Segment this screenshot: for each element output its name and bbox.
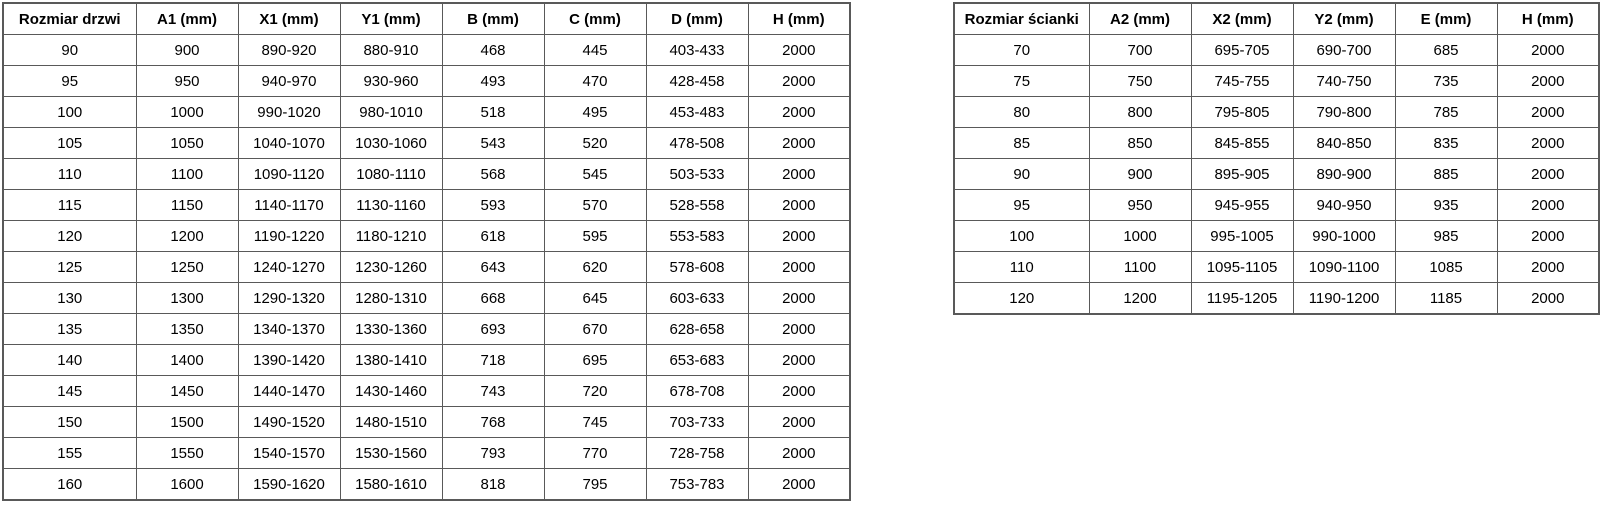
table-cell: 753-783 [646,469,748,501]
table-cell: 1195-1205 [1191,283,1293,315]
table-cell: 695-705 [1191,35,1293,66]
table-cell: 130 [3,283,136,314]
table-cell: 1580-1610 [340,469,442,501]
table-cell: 668 [442,283,544,314]
table-row [954,159,1599,190]
table-cell: 1180-1210 [340,221,442,252]
table-cell: 795-805 [1191,97,1293,128]
table-cell: 90 [3,35,136,66]
table-cell: 518 [442,97,544,128]
table-cell: 2000 [748,438,850,469]
table-cell: 1130-1160 [340,190,442,221]
table-row [3,345,850,376]
header-row [3,3,850,35]
column-header: A2 (mm) [1089,3,1191,35]
table-cell: 770 [544,438,646,469]
table-cell: 728-758 [646,438,748,469]
table-cell: 2000 [748,159,850,190]
table-cell: 685 [1395,35,1497,66]
column-header: X2 (mm) [1191,3,1293,35]
table-cell: 835 [1395,128,1497,159]
table-cell: 703-733 [646,407,748,438]
table-cell: 840-850 [1293,128,1395,159]
table-cell: 1590-1620 [238,469,340,501]
table-cell: 503-533 [646,159,748,190]
table-cell: 628-658 [646,314,748,345]
wall-table-body [954,35,1599,315]
table-cell: 520 [544,128,646,159]
column-header: H (mm) [1497,3,1599,35]
table-cell: 1530-1560 [340,438,442,469]
table-cell: 930-960 [340,66,442,97]
table-cell: 2000 [1497,221,1599,252]
column-header: Rozmiar ścianki [954,3,1089,35]
table-cell: 2000 [1497,190,1599,221]
column-header: C (mm) [544,3,646,35]
table-cell: 478-508 [646,128,748,159]
table-cell: 645 [544,283,646,314]
table-cell: 2000 [748,283,850,314]
table-row [3,128,850,159]
table-cell: 980-1010 [340,97,442,128]
table-cell: 800 [1089,97,1191,128]
table-cell: 890-920 [238,35,340,66]
table-cell: 718 [442,345,544,376]
table-cell: 70 [954,35,1089,66]
table-cell: 795 [544,469,646,501]
table-cell: 743 [442,376,544,407]
table-cell: 1550 [136,438,238,469]
table-cell: 768 [442,407,544,438]
door-table-header-row [3,3,850,35]
wall-table-header-row [954,3,1599,35]
table-cell: 2000 [748,252,850,283]
table-cell: 1095-1105 [1191,252,1293,283]
table-row [3,35,850,66]
column-header: B (mm) [442,3,544,35]
table-cell: 2000 [748,221,850,252]
table-cell: 1230-1260 [340,252,442,283]
table-row [954,221,1599,252]
table-cell: 2000 [748,314,850,345]
table-cell: 1050 [136,128,238,159]
table-row [954,252,1599,283]
table-cell: 2000 [1497,252,1599,283]
table-cell: 100 [3,97,136,128]
table-row [3,221,850,252]
table-cell: 493 [442,66,544,97]
table-row [954,97,1599,128]
door-size-table [2,2,851,501]
table-row [3,190,850,221]
table-cell: 670 [544,314,646,345]
table-cell: 1480-1510 [340,407,442,438]
table-cell: 2000 [748,128,850,159]
table-row [3,159,850,190]
table-cell: 1500 [136,407,238,438]
table-cell: 115 [3,190,136,221]
table-cell: 1085 [1395,252,1497,283]
table-cell: 135 [3,314,136,345]
table-cell: 1400 [136,345,238,376]
table-cell: 543 [442,128,544,159]
table-cell: 603-633 [646,283,748,314]
column-header: X1 (mm) [238,3,340,35]
table-cell: 1240-1270 [238,252,340,283]
table-cell: 105 [3,128,136,159]
table-cell: 1030-1060 [340,128,442,159]
column-header: Y1 (mm) [340,3,442,35]
column-header: H (mm) [748,3,850,35]
table-cell: 2000 [1497,283,1599,315]
table-cell: 568 [442,159,544,190]
table-cell: 618 [442,221,544,252]
table-cell: 595 [544,221,646,252]
table-row [954,283,1599,315]
table-cell: 528-558 [646,190,748,221]
table-cell: 1090-1100 [1293,252,1395,283]
table-cell: 2000 [748,376,850,407]
table-cell: 1185 [1395,283,1497,315]
table-cell: 1100 [136,159,238,190]
table-cell: 740-750 [1293,66,1395,97]
table-cell: 620 [544,252,646,283]
table-cell: 470 [544,66,646,97]
column-header: E (mm) [1395,3,1497,35]
table-cell: 1540-1570 [238,438,340,469]
table-cell: 1190-1220 [238,221,340,252]
table-cell: 695 [544,345,646,376]
table-cell: 2000 [748,469,850,501]
table-row [954,128,1599,159]
table-cell: 95 [3,66,136,97]
table-row [3,438,850,469]
table-cell: 945-955 [1191,190,1293,221]
table-cell: 2000 [1497,97,1599,128]
table-cell: 1000 [1089,221,1191,252]
table-cell: 85 [954,128,1089,159]
table-cell: 453-483 [646,97,748,128]
column-header: Rozmiar drzwi [3,3,136,35]
table-cell: 2000 [1497,128,1599,159]
table-cell: 1440-1470 [238,376,340,407]
table-cell: 1040-1070 [238,128,340,159]
table-row [954,35,1599,66]
table-cell: 145 [3,376,136,407]
table-cell: 1100 [1089,252,1191,283]
table-cell: 553-583 [646,221,748,252]
table-row [3,283,850,314]
table-cell: 155 [3,438,136,469]
table-cell: 2000 [748,35,850,66]
table-cell: 1430-1460 [340,376,442,407]
table-cell: 120 [954,283,1089,315]
table-cell: 1250 [136,252,238,283]
table-cell: 750 [1089,66,1191,97]
table-row [3,407,850,438]
table-cell: 2000 [1497,66,1599,97]
table-cell: 140 [3,345,136,376]
table-cell: 850 [1089,128,1191,159]
table-cell: 2000 [748,345,850,376]
table-cell: 1080-1110 [340,159,442,190]
table-cell: 2000 [748,407,850,438]
table-cell: 1600 [136,469,238,501]
table-cell: 693 [442,314,544,345]
table-cell: 950 [136,66,238,97]
table-cell: 950 [1089,190,1191,221]
table-cell: 785 [1395,97,1497,128]
table-cell: 570 [544,190,646,221]
table-cell: 428-458 [646,66,748,97]
table-cell: 745-755 [1191,66,1293,97]
table-cell: 790-800 [1293,97,1395,128]
table-row [3,469,850,501]
table-cell: 690-700 [1293,35,1395,66]
table-cell: 2000 [748,97,850,128]
table-cell: 793 [442,438,544,469]
table-cell: 545 [544,159,646,190]
table-cell: 150 [3,407,136,438]
table-cell: 468 [442,35,544,66]
table-cell: 643 [442,252,544,283]
table-cell: 1280-1310 [340,283,442,314]
table-cell: 1380-1410 [340,345,442,376]
table-cell: 1200 [136,221,238,252]
table-row [3,97,850,128]
table-cell: 1090-1120 [238,159,340,190]
table-cell: 890-900 [1293,159,1395,190]
table-cell: 495 [544,97,646,128]
table-cell: 2000 [1497,159,1599,190]
table-cell: 110 [3,159,136,190]
column-header: D (mm) [646,3,748,35]
table-cell: 593 [442,190,544,221]
table-cell: 1350 [136,314,238,345]
table-cell: 1450 [136,376,238,407]
table-cell: 990-1000 [1293,221,1395,252]
table-row [3,376,850,407]
table-cell: 678-708 [646,376,748,407]
table-cell: 403-433 [646,35,748,66]
table-cell: 818 [442,469,544,501]
table-cell: 985 [1395,221,1497,252]
table-cell: 1000 [136,97,238,128]
table-cell: 75 [954,66,1089,97]
column-header: Y2 (mm) [1293,3,1395,35]
table-cell: 1140-1170 [238,190,340,221]
door-table-body [3,35,850,501]
table-cell: 2000 [1497,35,1599,66]
table-cell: 735 [1395,66,1497,97]
table-cell: 720 [544,376,646,407]
table-cell: 653-683 [646,345,748,376]
column-header: A1 (mm) [136,3,238,35]
table-cell: 445 [544,35,646,66]
table-cell: 900 [136,35,238,66]
wall-size-table [953,2,1600,315]
table-row [954,66,1599,97]
table-cell: 1200 [1089,283,1191,315]
table-row [3,252,850,283]
table-cell: 880-910 [340,35,442,66]
table-cell: 895-905 [1191,159,1293,190]
table-cell: 990-1020 [238,97,340,128]
table-cell: 745 [544,407,646,438]
table-cell: 885 [1395,159,1497,190]
table-cell: 995-1005 [1191,221,1293,252]
table-row [954,190,1599,221]
table-cell: 1290-1320 [238,283,340,314]
table-cell: 1330-1360 [340,314,442,345]
table-cell: 1490-1520 [238,407,340,438]
table-cell: 1300 [136,283,238,314]
table-cell: 80 [954,97,1089,128]
table-row [3,314,850,345]
table-cell: 1390-1420 [238,345,340,376]
table-cell: 578-608 [646,252,748,283]
table-cell: 160 [3,469,136,501]
table-cell: 700 [1089,35,1191,66]
table-cell: 90 [954,159,1089,190]
table-cell: 2000 [748,190,850,221]
table-cell: 2000 [748,66,850,97]
table-cell: 110 [954,252,1089,283]
table-row [3,66,850,97]
table-cell: 1340-1370 [238,314,340,345]
table-cell: 940-970 [238,66,340,97]
table-cell: 900 [1089,159,1191,190]
table-cell: 120 [3,221,136,252]
table-cell: 125 [3,252,136,283]
table-cell: 845-855 [1191,128,1293,159]
table-cell: 935 [1395,190,1497,221]
header-row [954,3,1599,35]
table-cell: 100 [954,221,1089,252]
table-cell: 940-950 [1293,190,1395,221]
table-cell: 1150 [136,190,238,221]
table-cell: 95 [954,190,1089,221]
table-cell: 1190-1200 [1293,283,1395,315]
